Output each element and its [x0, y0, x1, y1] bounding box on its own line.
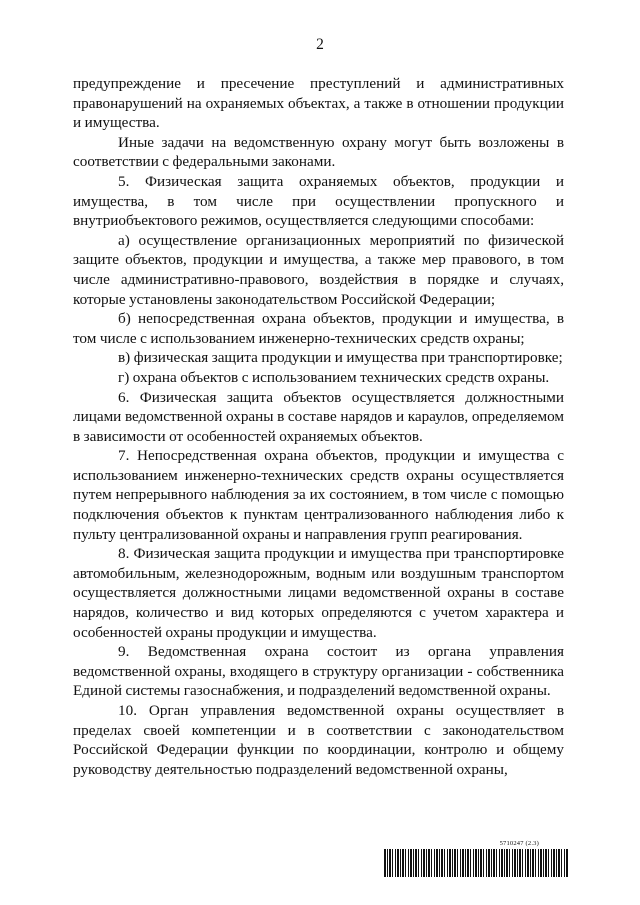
- subitem-g: г) охрана объектов с использованием технических средств охраны.: [118, 368, 550, 386]
- paragraph-other-tasks: Иные задачи на ведомственную охрану могут быть возложены в соответствии с федеральными законами.: [73, 133, 564, 171]
- paragraph-continuation: предупреждение и пресечение преступлений и административных правонарушений на охраняемых объектах, а также в отношении продукции и имущества.: [73, 75, 564, 132]
- document-code: 5710247 (2.3): [499, 840, 539, 847]
- barcode-guard-right: [566, 849, 568, 877]
- subitem-a: а) осуществление организационных мероприятий по физической защите объектов, продукции и имущества, а также мер правового, в том числе административно-правового, воздействия в порядке и случаях, которые установлены законодательством Российской Федерации;: [73, 231, 564, 308]
- paragraph-item-6: 6. Физическая защита объектов осуществляется должностными лицами ведомственной охраны в составе нарядов и караулов, определяемом в зависимости от особенностей охраняемых объектов.: [73, 388, 564, 445]
- paragraph-item-8: 8. Физическая защита продукции и имущества при транспортировке автомобильным, железнодорожным, водным или воздушным транспортом осуществляется должностными лицами ведомственной охраны в составе нарядов, количество и вид которых определяются с учетом характера и особенностей охраны продукции и имущества.: [73, 545, 564, 641]
- paragraph-item-10: 10. Орган управления ведомственной охраны осуществляет в пределах своей компетенции и в соответствии с законодательством Российской Федерации функции по координации, контролю и общему руководству деятельностью подразделений ведомственной охраны,: [73, 702, 564, 778]
- paragraph-item-7: 7. Непосредственная охрана объектов, продукции и имущества с использованием инженерно-технических средств охраны осуществляется путем непрерывного наблюдения за их состоянием, в том числе с помощью подключения объектов к пунктам централизованного наблюдения либо к пульту централизованной охраны и направления групп реагирования.: [73, 447, 564, 543]
- barcode-icon: [387, 849, 565, 877]
- page-number: 2: [316, 36, 324, 53]
- barcode-stripes: [387, 849, 565, 877]
- document-body: [73, 74, 564, 779]
- paragraph-item-5: 5. Физическая защита охраняемых объектов, продукции и имущества, в том числе при осуществлении пропускного и внутриобъектового режимов, осуществляется следующими способами:: [73, 172, 564, 230]
- subitem-b: б) непосредственная охрана объектов, продукции и имущества, в том числе с использованием инженерно-технических средств охраны;: [73, 310, 564, 347]
- subitem-v: в) физическая защита продукции и имущества при транспортировке;: [118, 349, 563, 367]
- paragraph-item-9: 9. Ведомственная охрана состоит из органа управления ведомственной охраны, входящего в структуру организации - собственника Единой системы газоснабжения, и подразделений ведомственной охраны.: [73, 643, 564, 700]
- barcode-guard-left: [384, 849, 386, 877]
